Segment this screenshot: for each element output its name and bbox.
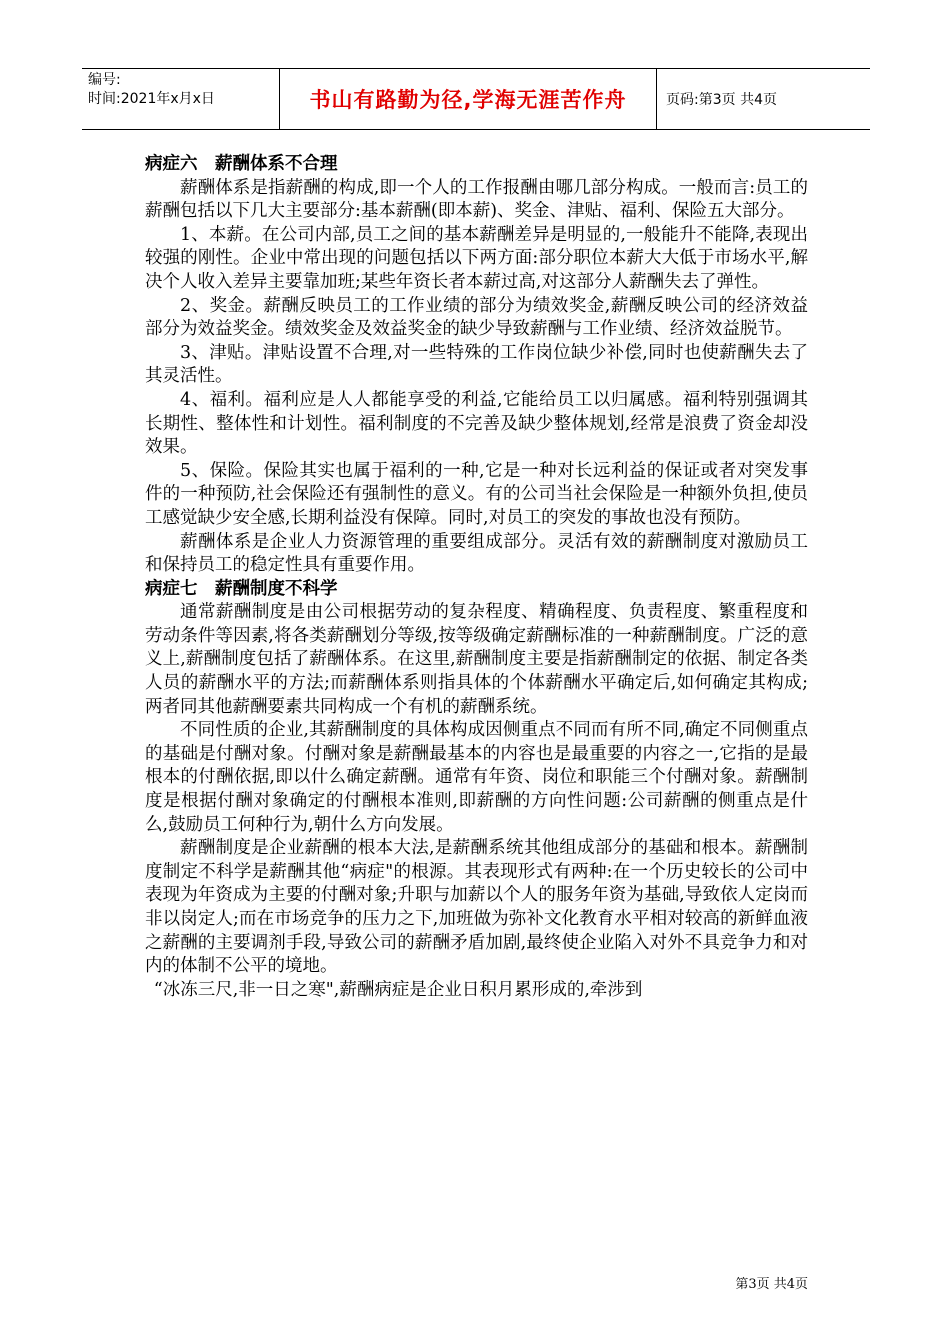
header-meta [82,69,280,129]
paragraph: 1、本薪。在公司内部,员工之间的基本薪酬差异是明显的,一般能升不能降,表现出较强的刚性。企业中常出现的问题包括以下两方面:部分职位本薪大大低于市场水平,解决个人收入差异主要靠加班;某些年资长者本薪过高,对这部分人薪酬失去了弹性。 [145,224,808,292]
paragraph: 薪酬制度是企业薪酬的根本大法,是薪酬系统其他组成部分的基础和根本。薪酬制度制定不科学是薪酬其他“病症"的根源。其表现形式有两种:在一个历史较长的公司中表现为年资成为主要的付酬对象;升职与加薪以个人的服务年资为基础,导致依人定岗而非以岗定人;而在市场竞争的压力之下,加班做为弥补文化教育水平相对较高的新鲜血液之薪酬的主要调剂手段,导致公司的薪酬矛盾加剧,最终使企业陷入对外不具竞争力和对内的体制不公平的境地。 [145,838,808,977]
paragraph: 3、津贴。津贴设置不合理,对一些特殊的工作岗位缺少补偿,同时也使薪酬失去了其灵活性。 [145,342,808,387]
paragraph: 4、福利。福利应是人人都能享受的利益,它能给员工以归属感。福利特别强调其长期性、整体性和计划性。福利制度的不完善及缺少整体规划,经常是浪费了资金却没效果。 [145,389,808,458]
section-heading: 病症六 薪酬体系不合理 [145,154,338,174]
paragraph: 5、保险。保险其实也属于福利的一种,它是一种对长远利益的保证或者对突发事件的一种预防,社会保险还有强制性的意义。有的公司当社会保险是一种额外负担,使员工感觉缺少安全感,长期利益没有保障。同时,对员工的突发的事故也没有预防。 [145,460,808,528]
page-header [82,68,870,130]
document-body [145,153,808,1002]
header-page-number: 页码:第3页 共4页 [666,92,777,108]
date-label: 时间:2021年x月x日 [88,91,215,107]
paragraph: 不同性质的企业,其薪酬制度的具体构成因侧重点不同而有所不同,确定不同侧重点的基础是付酬对象。付酬对象是薪酬最基本的内容也是最重要的内容之一,它指的是最根本的付酬依据,即以什么确定薪酬。通常有年资、岗位和职能三个付酬对象。薪酬制度是根据付酬对象确定的付酬根本准则,即薪酬的方向性问题:公司薪酬的侧重点是什么,鼓励员工何种行为,朝什么方向发展。 [145,720,808,835]
paragraph: 薪酬体系是企业人力资源管理的重要组成部分。灵活有效的薪酬制度对激励员工和保持员工的稳定性具有重要作用。 [145,531,808,576]
header-motto: 书山有路勤为径,学海无涯苦作舟 [280,69,657,129]
section-heading: 病症七 薪酬制度不科学 [145,578,338,599]
paragraph: 2、奖金。薪酬反映员工的工作业绩的部分为绩效奖金,薪酬反映公司的经济效益部分为效益奖金。绩效奖金及效益奖金的缺少导致薪酬与工作业绩、经济效益脱节。 [145,295,808,340]
page-footer: 第3页 共4页 [735,1277,808,1292]
paragraph: 薪酬体系是指薪酬的构成,即一个人的工作报酬由哪几部分构成。一般而言:员工的薪酬包括以下几大主要部分:基本薪酬(即本薪)、奖金、津贴、福利、保险五大部分。 [145,177,808,222]
paragraph: 通常薪酬制度是由公司根据劳动的复杂程度、精确程度、负责程度、繁重程度和劳动条件等因素,将各类薪酬划分等级,按等级确定薪酬标准的一种薪酬制度。广泛的意义上,薪酬制度包括了薪酬体系。在这里,薪酬制度主要是指薪酬制定的依据、制定各类人员的薪酬水平的方法;而薪酬体系则指具体的个体薪酬水平确定后,如何确定其构成;两者同其他薪酬要素共同构成一个有机的薪酬系统。 [145,602,808,717]
number-label: 编号: [88,72,121,88]
paragraph: “冰冻三尺,非一日之寒",薪酬病症是企业日积月累形成的,牵涉到 [153,979,643,1000]
